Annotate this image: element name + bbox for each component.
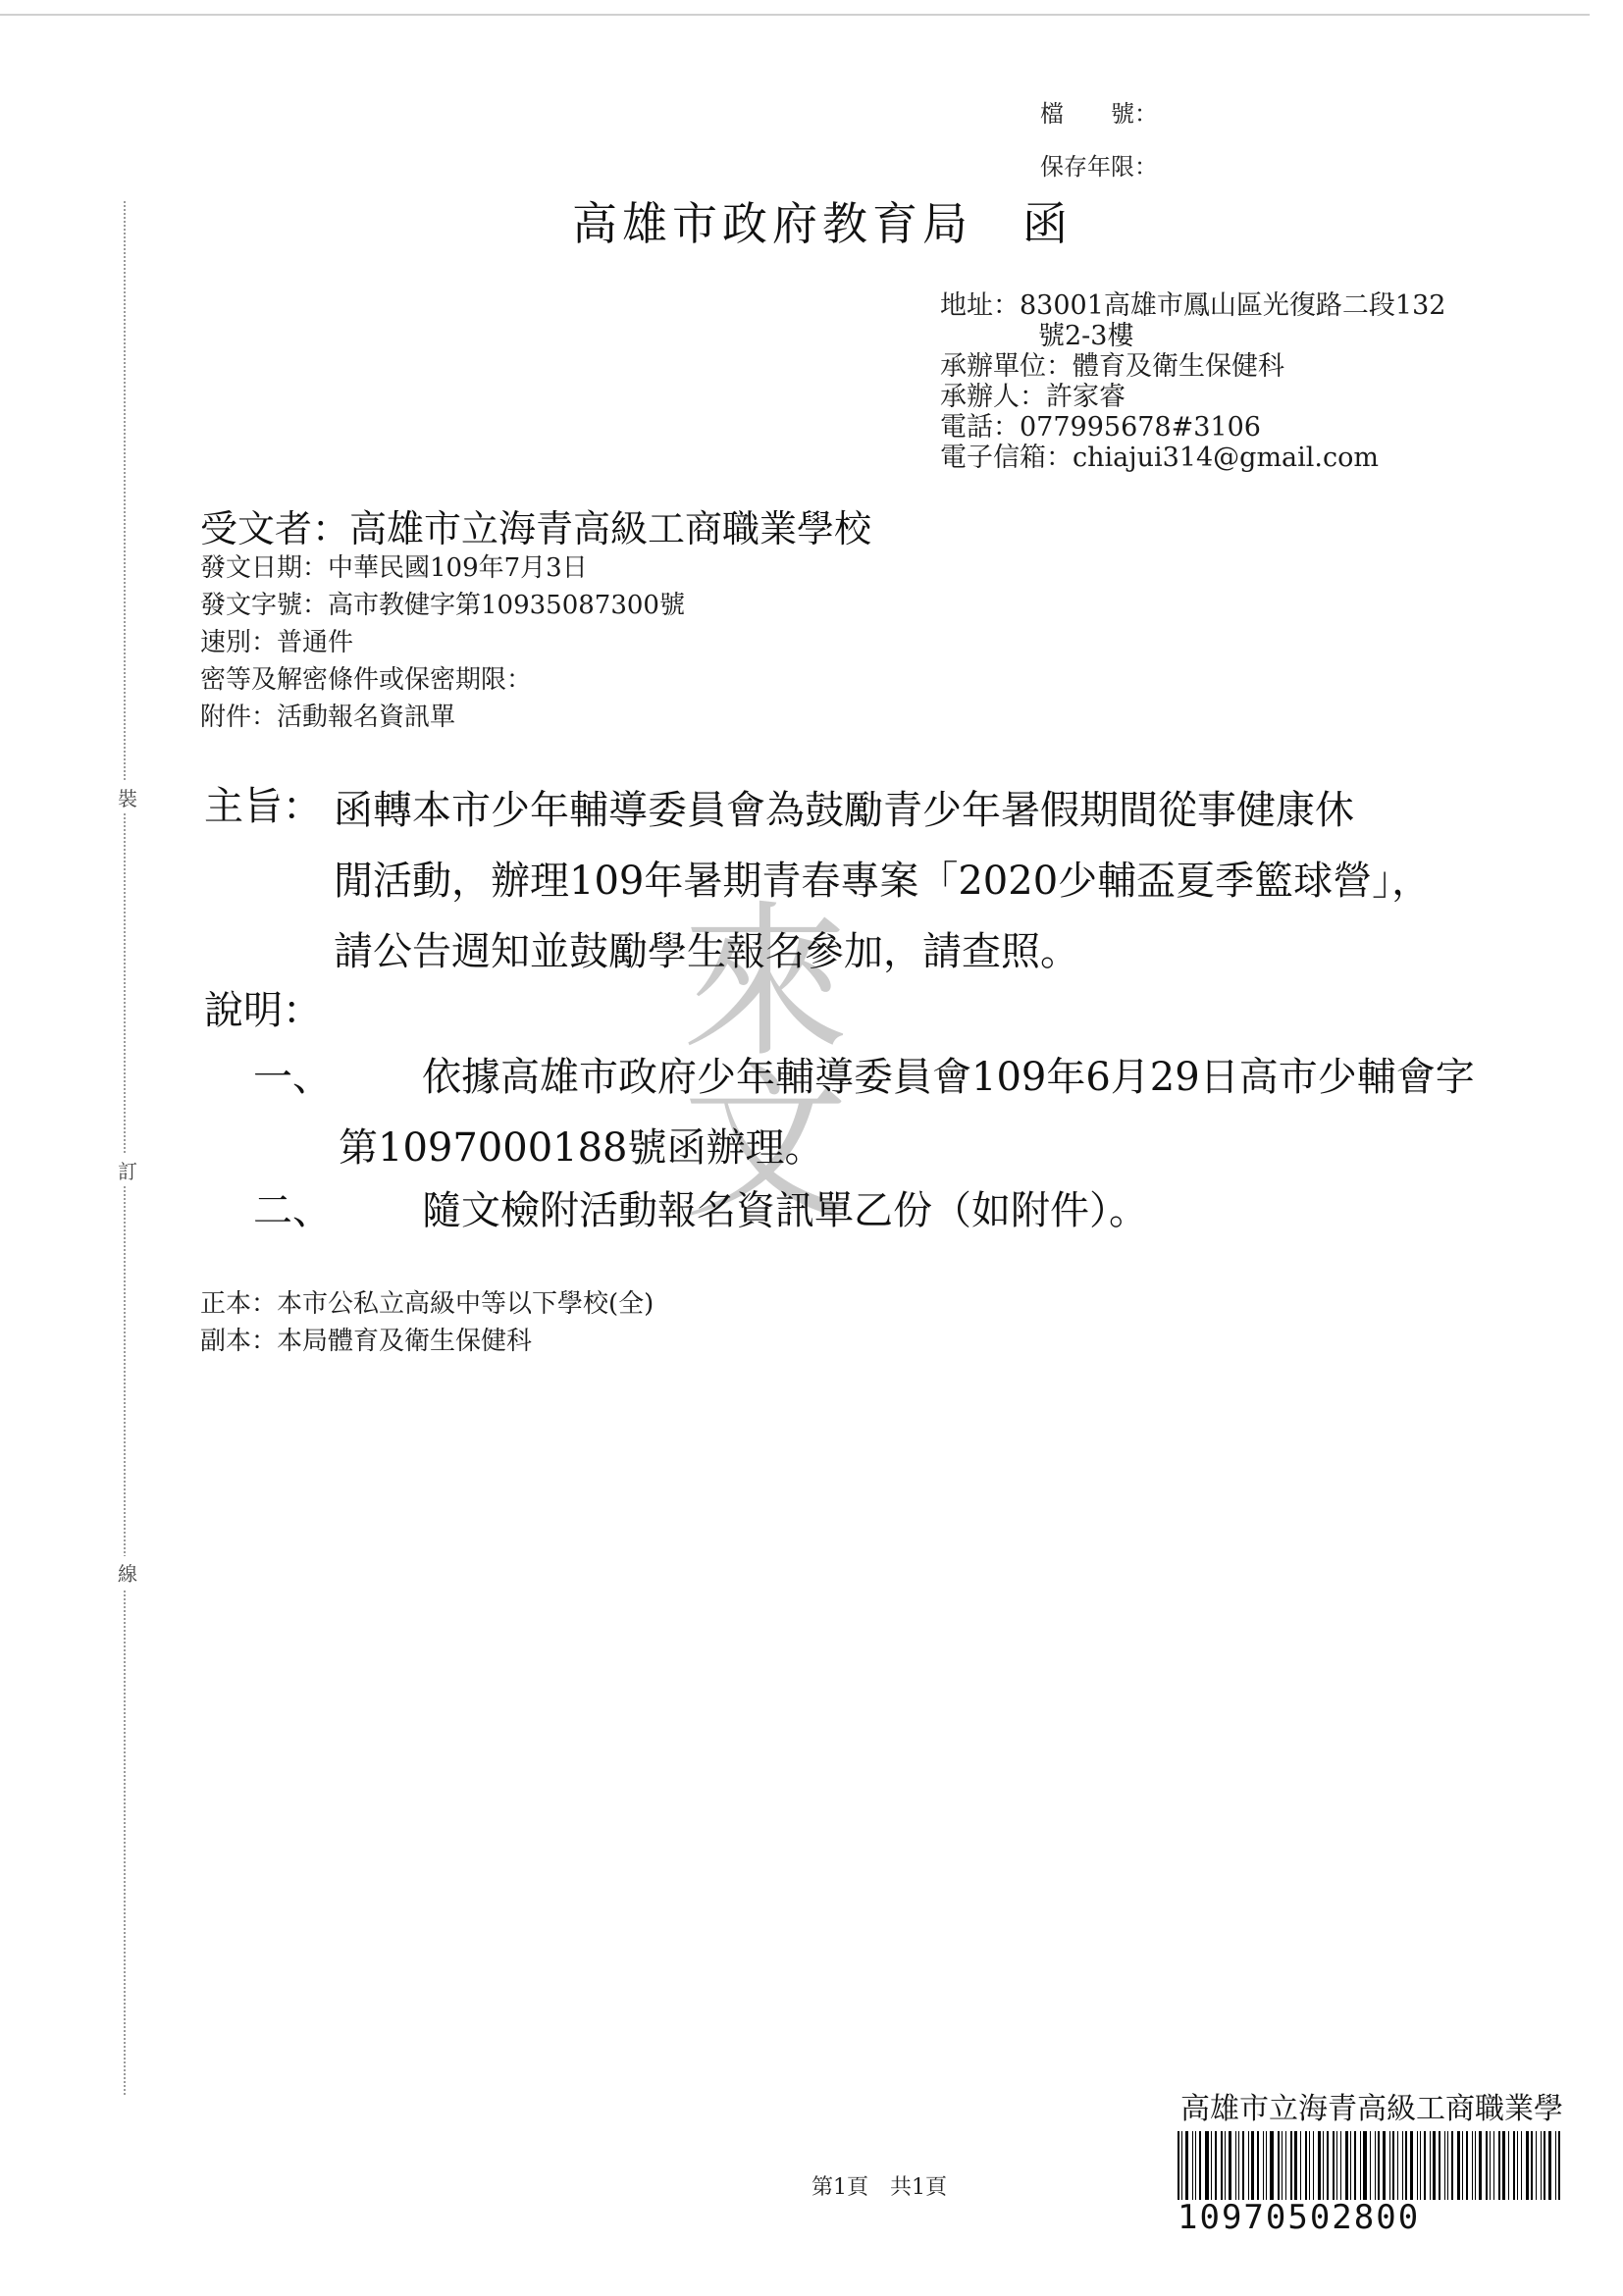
barcode-bar <box>1498 2131 1500 2200</box>
barcode-bar <box>1513 2131 1515 2200</box>
sender-address-cont: 號2-3樓 <box>1038 321 1134 351</box>
barcode-bar <box>1433 2131 1436 2200</box>
barcode-bar <box>1266 2131 1267 2200</box>
page-number: 第1頁 共1頁 <box>812 2175 947 2200</box>
barcode-bar <box>1300 2131 1301 2200</box>
barcode-bar <box>1178 2131 1179 2200</box>
barcode-bar <box>1205 2131 1209 2200</box>
barcode-bar <box>1536 2131 1537 2200</box>
barcode-bar <box>1282 2131 1283 2200</box>
retention-period-label: 保存年限： <box>1040 153 1158 181</box>
barcode-bar <box>1521 2131 1522 2200</box>
subject-line-3: 請公告週知並鼓勵學生報名參加，請查照。 <box>334 929 1079 974</box>
barcode-bar <box>1354 2131 1356 2200</box>
barcode-bar <box>1333 2131 1335 2200</box>
barcode-bar <box>1225 2131 1226 2200</box>
distribution <box>200 1285 654 1360</box>
barcode-bar <box>1517 2131 1518 2200</box>
barcode-bar <box>1375 2131 1376 2200</box>
barcode-bar <box>1340 2131 1341 2200</box>
barcode-bar <box>1350 2131 1351 2200</box>
barcode-bar <box>1221 2131 1223 2200</box>
barcode-bar <box>1486 2131 1488 2200</box>
barcode-bar <box>1235 2131 1236 2200</box>
barcode-bar <box>1192 2131 1193 2200</box>
item-1-line-2: 第1097000188號函辦理。 <box>339 1125 824 1171</box>
barcode-bar <box>1211 2131 1212 2200</box>
file-number-label: 檔 號： <box>1040 100 1158 128</box>
attachment: 附件：活動報名資訊單 <box>200 703 456 732</box>
barcode-bar <box>1270 2131 1274 2200</box>
barcode-bar <box>1318 2131 1321 2200</box>
barcode-bar <box>1238 2131 1239 2200</box>
barcode-bar <box>1430 2131 1431 2200</box>
barcode-bar <box>1508 2131 1509 2200</box>
recipient: 受文者：高雄市立海青高級工商職業學校 <box>200 507 872 550</box>
barcode-bar <box>1410 2131 1413 2200</box>
handling-unit: 承辦單位：體育及衛生保健科 <box>940 351 1284 382</box>
barcode-bar <box>1378 2131 1380 2200</box>
barcode-bar <box>1526 2131 1529 2200</box>
barcode-bar <box>1313 2131 1314 2200</box>
secrecy-level: 密等及解密條件或保密期限： <box>200 665 533 695</box>
binding-line <box>124 201 126 2095</box>
barcode-bar <box>1490 2131 1491 2200</box>
barcode-bar <box>1479 2131 1482 2200</box>
barcode-bar <box>1420 2131 1421 2200</box>
issue-date: 發文日期：中華民國109年7月3日 <box>200 553 588 583</box>
barcode-bar <box>1558 2131 1560 2200</box>
barcode-bar <box>1466 2131 1468 2200</box>
barcode-bar <box>1424 2131 1426 2200</box>
barcode-bar <box>1555 2131 1556 2200</box>
item-1-body <box>339 1042 1501 1183</box>
barcode-bar <box>1181 2131 1182 2200</box>
barcode-bar <box>1475 2131 1476 2200</box>
email: 電子信箱：chiajui314@gmail.com <box>940 443 1379 473</box>
barcode-bar <box>1444 2131 1445 2200</box>
original-recipients: 正本：本市公私立高級中等以下學校(全) <box>200 1289 654 1319</box>
barcode-bar <box>1531 2131 1533 2200</box>
delivery-speed: 速別：普通件 <box>200 628 354 657</box>
barcode-bar <box>1370 2131 1371 2200</box>
barcode-bar <box>1417 2131 1418 2200</box>
barcode-bar <box>1199 2131 1201 2200</box>
barcode-bar <box>1185 2131 1188 2200</box>
copy-recipients: 副本：本局體育及衛生保健科 <box>200 1327 533 1356</box>
stamp-char-lai: 來 <box>681 886 849 1080</box>
barcode-bar <box>1278 2131 1280 2200</box>
item-2-number: 二、 <box>253 1188 332 1233</box>
document-meta <box>200 549 685 736</box>
barcode-bar <box>1290 2131 1292 2200</box>
barcode-bar <box>1251 2131 1254 2200</box>
description-label: 說明： <box>204 988 322 1033</box>
barcode-bar <box>1541 2131 1542 2200</box>
barcode-bar <box>1397 2131 1398 2200</box>
phone: 電話：077995678#3106 <box>940 412 1261 443</box>
barcode-number: 10970502800 <box>1178 2198 1421 2237</box>
barcode-bar <box>1451 2131 1453 2200</box>
item-1-line-1: 依據高雄市政府少年輔導委員會109年6月29日高市少輔會字 <box>422 1055 1475 1100</box>
barcode-bar <box>1462 2131 1463 2200</box>
barcode-bar <box>1493 2131 1494 2200</box>
item-2-body <box>422 1175 1501 1246</box>
receiving-school-label: 高雄市立海青高級工商職業學 <box>1180 2092 1563 2126</box>
barcode <box>1178 2131 1590 2200</box>
item-2-line-1: 隨文檢附活動報名資訊單乙份（如附件）。 <box>422 1188 1148 1233</box>
barcode-bar <box>1195 2131 1196 2200</box>
barcode-bar <box>1215 2131 1217 2200</box>
barcode-bar <box>1439 2131 1440 2200</box>
barcode-bar <box>1544 2131 1545 2200</box>
subject-label: 主旨： <box>204 784 322 829</box>
barcode-bar <box>1242 2131 1244 2200</box>
barcode-bar <box>1248 2131 1249 2200</box>
barcode-bar <box>1548 2131 1551 2200</box>
barcode-bar <box>1405 2131 1407 2200</box>
barcode-bar <box>1294 2131 1297 2200</box>
barcode-bar <box>1363 2131 1367 2200</box>
barcode-bar <box>1309 2131 1310 2200</box>
barcode-bar <box>1305 2131 1307 2200</box>
subject-body <box>334 775 1492 987</box>
barcode-bar <box>1327 2131 1329 2200</box>
barcode-bar <box>1389 2131 1390 2200</box>
subject-line-1: 函轉本市少年輔導委員會為鼓勵青少年暑假期間從事健康休 <box>334 788 1354 833</box>
barcode-bar <box>1229 2131 1231 2200</box>
barcode-bar <box>1392 2131 1394 2200</box>
scan-edge <box>0 14 1590 16</box>
barcode-bar <box>1383 2131 1386 2200</box>
sender-address: 地址：83001高雄市鳳山區光復路二段132 <box>940 290 1446 321</box>
barcode-bar <box>1502 2131 1505 2200</box>
barcode-bar <box>1345 2131 1348 2200</box>
barcode-bar <box>1457 2131 1460 2200</box>
subject-line-2: 閒活動，辦理109年暑期青春專案「2020少輔盃夏季籃球營」， <box>334 859 1432 904</box>
barcode-bar <box>1472 2131 1473 2200</box>
barcode-bar <box>1323 2131 1324 2200</box>
stamp-char-wen: 文 <box>681 1048 849 1242</box>
barcode-bar <box>1447 2131 1448 2200</box>
barcode-bar <box>1336 2131 1337 2200</box>
handler-name: 承辦人：許家睿 <box>940 382 1126 412</box>
barcode-bar <box>1402 2131 1403 2200</box>
binding-mark-ding: 訂 <box>118 1154 137 1186</box>
document-title: 高雄市政府教育局 函 <box>572 197 1073 250</box>
barcode-bar <box>1285 2131 1286 2200</box>
binding-mark-xian: 線 <box>118 1556 137 1589</box>
sender-info <box>940 290 1445 473</box>
item-1-number: 一、 <box>253 1055 332 1100</box>
barcode-bar <box>1360 2131 1361 2200</box>
binding-mark-zhuang: 裝 <box>118 781 137 813</box>
document-number: 發文字號：高市教健字第10935087300號 <box>200 591 685 620</box>
barcode-bar <box>1257 2131 1259 2200</box>
barcode-bar <box>1263 2131 1264 2200</box>
